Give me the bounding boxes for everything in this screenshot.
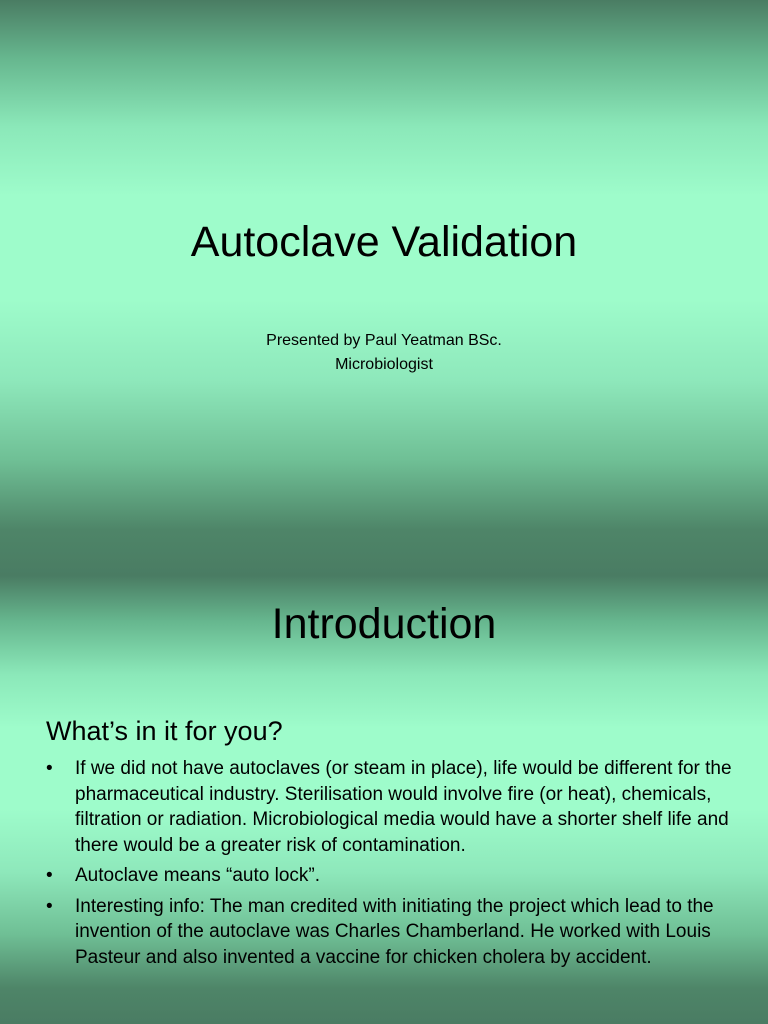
bullet-item: [46, 756, 736, 858]
introduction-slide: [0, 576, 768, 1024]
section-heading: What’s in it for you?: [46, 716, 283, 746]
bullet-text: Autoclave means “auto lock”.: [75, 865, 321, 886]
presenter-role: Microbiologist: [335, 356, 433, 373]
bullet-item: [46, 894, 736, 971]
bullet-text: Interesting info: The man credited with initiating the project which lead to the invention of the autoclave was Charles Chamberland. He worked with Louis Pasteur and also invented a vaccine for chicken cholera by accident.: [75, 895, 714, 968]
bullet-marker: •: [46, 865, 53, 886]
bullet-text: If we did not have autoclaves (or steam in place), life would be different for the pharmaceutical industry. Sterilisation would involve fire (or heat), chemicals, filtration or radiation. Microbiological media would have a shorter shelf life and there would be a greater risk of contamination.: [75, 758, 732, 856]
bullet-item: [46, 863, 736, 889]
slide-title: Autoclave Validation: [190, 218, 578, 266]
bullet-list: [46, 756, 736, 975]
bullet-marker: •: [46, 895, 53, 917]
slide-title: Introduction: [271, 600, 497, 648]
bullet-marker: •: [46, 758, 53, 779]
presenter-line: Presented by Paul Yeatman BSc.: [266, 332, 502, 349]
